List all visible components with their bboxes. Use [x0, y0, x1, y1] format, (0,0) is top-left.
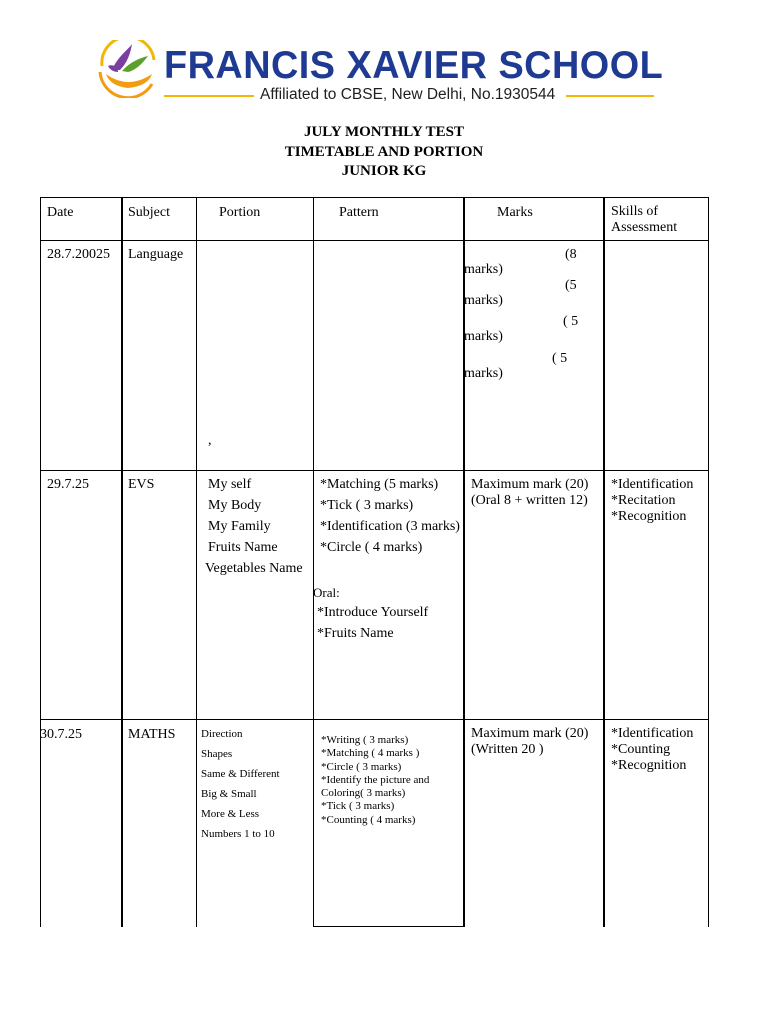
table-top-border [40, 197, 709, 198]
row2-date: 29.7.25 [47, 477, 89, 492]
row1-marks-frag-1: (8 [565, 247, 577, 262]
row1-marks-frag-6: marks) [464, 329, 503, 344]
header-skills-line2: Assessment [611, 220, 678, 235]
marks-line: Maximum mark (20) [471, 726, 589, 741]
pattern-item: *Matching (5 marks) [320, 477, 439, 492]
header-date: Date [47, 205, 74, 220]
marks-line: (Written 20 ) [471, 742, 544, 757]
row2-subject: EVS [128, 477, 155, 492]
row1-marks-frag-8: marks) [464, 366, 503, 381]
school-logo-icon [96, 40, 160, 98]
portion-item: Numbers 1 to 10 [201, 828, 275, 840]
header-marks: Marks [497, 205, 533, 220]
pattern-item: Coloring( 3 marks) [321, 787, 406, 800]
row2-skills [611, 477, 693, 525]
portion-item: My Family [208, 519, 271, 534]
col-divider-5 [603, 197, 605, 927]
table-right-border [708, 197, 709, 927]
row1-date: 28.7.20025 [47, 247, 110, 262]
pattern-item: *Tick ( 3 marks) [321, 800, 395, 813]
affiliation-left-rule [164, 95, 254, 97]
row1-divider [40, 470, 709, 471]
skill-item: *Counting [611, 742, 671, 757]
affiliation-right-rule [566, 95, 654, 97]
portion-item: Vegetables Name [205, 561, 303, 576]
pattern-item: *Identify the picture and [321, 773, 430, 786]
header-skills-line1: Skills of [611, 204, 659, 219]
portion-item: Shapes [201, 748, 233, 760]
pattern-item: *Identification (3 marks) [320, 519, 460, 534]
row3-date: 30.7.25 [40, 727, 82, 742]
pattern-item: *Writing ( 3 marks) [321, 734, 409, 746]
skill-item: *Recognition [611, 758, 687, 773]
portion-item: Fruits Name [208, 540, 278, 555]
marks-line: Maximum mark (20) [471, 477, 589, 492]
header-skills [611, 204, 677, 236]
oral-item: *Introduce Yourself [317, 605, 429, 620]
header-subject: Subject [128, 205, 170, 220]
oral-item: *Fruits Name [317, 626, 394, 641]
timetable-table [40, 197, 709, 927]
portion-item: More & Less [201, 808, 260, 820]
row2-marks [471, 477, 588, 509]
pattern-item: *Circle ( 3 marks) [321, 760, 402, 773]
portion-item: My Body [208, 498, 262, 513]
row3-pattern [321, 734, 429, 827]
title-test: JULY MONTHLY TEST [303, 124, 465, 140]
skill-item: *Identification [611, 726, 694, 741]
pattern-item: *Circle ( 4 marks) [320, 540, 423, 555]
row1-marks-frag-3: (5 [565, 278, 577, 293]
row1-subject: Language [128, 247, 184, 262]
row3-portion [201, 724, 280, 844]
pattern-item: *Matching ( 4 marks ) [321, 747, 420, 760]
portion-item: Same & Different [201, 768, 280, 780]
col-divider-3 [313, 197, 314, 927]
table-left-border [40, 197, 41, 927]
portion-item: Direction [201, 728, 243, 740]
skill-item: *Recitation [611, 493, 676, 508]
row2-oral [317, 602, 428, 644]
col-divider-1 [121, 197, 123, 927]
header-divider [40, 240, 709, 241]
pattern-item: *Counting ( 4 marks) [321, 813, 416, 826]
row1-marks-frag-7: ( 5 [552, 351, 568, 366]
skill-item: *Recognition [611, 509, 687, 524]
row3-subject: MATHS [128, 727, 176, 742]
title-class: JUNIOR KG [341, 163, 427, 179]
col-divider-2 [196, 197, 197, 927]
row1-marks-frag-4: marks) [464, 293, 503, 308]
pattern-item: *Tick ( 3 marks) [320, 498, 414, 513]
header-pattern: Pattern [339, 205, 379, 220]
title-timetable: TIMETABLE AND PORTION [284, 143, 484, 160]
row1-marks-frag-5: ( 5 [563, 314, 579, 329]
row1-marks-frag-2: marks) [464, 262, 503, 277]
row2-divider [40, 719, 709, 720]
row3-skills [611, 726, 693, 774]
school-header [0, 0, 768, 110]
affiliation-text: Affiliated to CBSE, New Delhi, No.1930544 [260, 86, 556, 103]
row2-pattern [320, 474, 460, 558]
row1-portion-mark: , [208, 433, 212, 448]
school-name: FRANCIS XAVIER SCHOOL [164, 44, 664, 87]
portion-item: Big & Small [201, 788, 257, 800]
row3-marks [471, 726, 588, 758]
pattern-box-bottom [313, 926, 464, 927]
row2-oral-label: Oral: [313, 585, 340, 600]
affiliation-row [164, 86, 654, 106]
skill-item: *Identification [611, 477, 694, 492]
row2-portion [205, 474, 303, 579]
marks-line: (Oral 8 + written 12) [471, 493, 588, 508]
header-portion: Portion [219, 205, 261, 220]
portion-item: My self [208, 477, 252, 492]
document-titles [0, 122, 768, 181]
